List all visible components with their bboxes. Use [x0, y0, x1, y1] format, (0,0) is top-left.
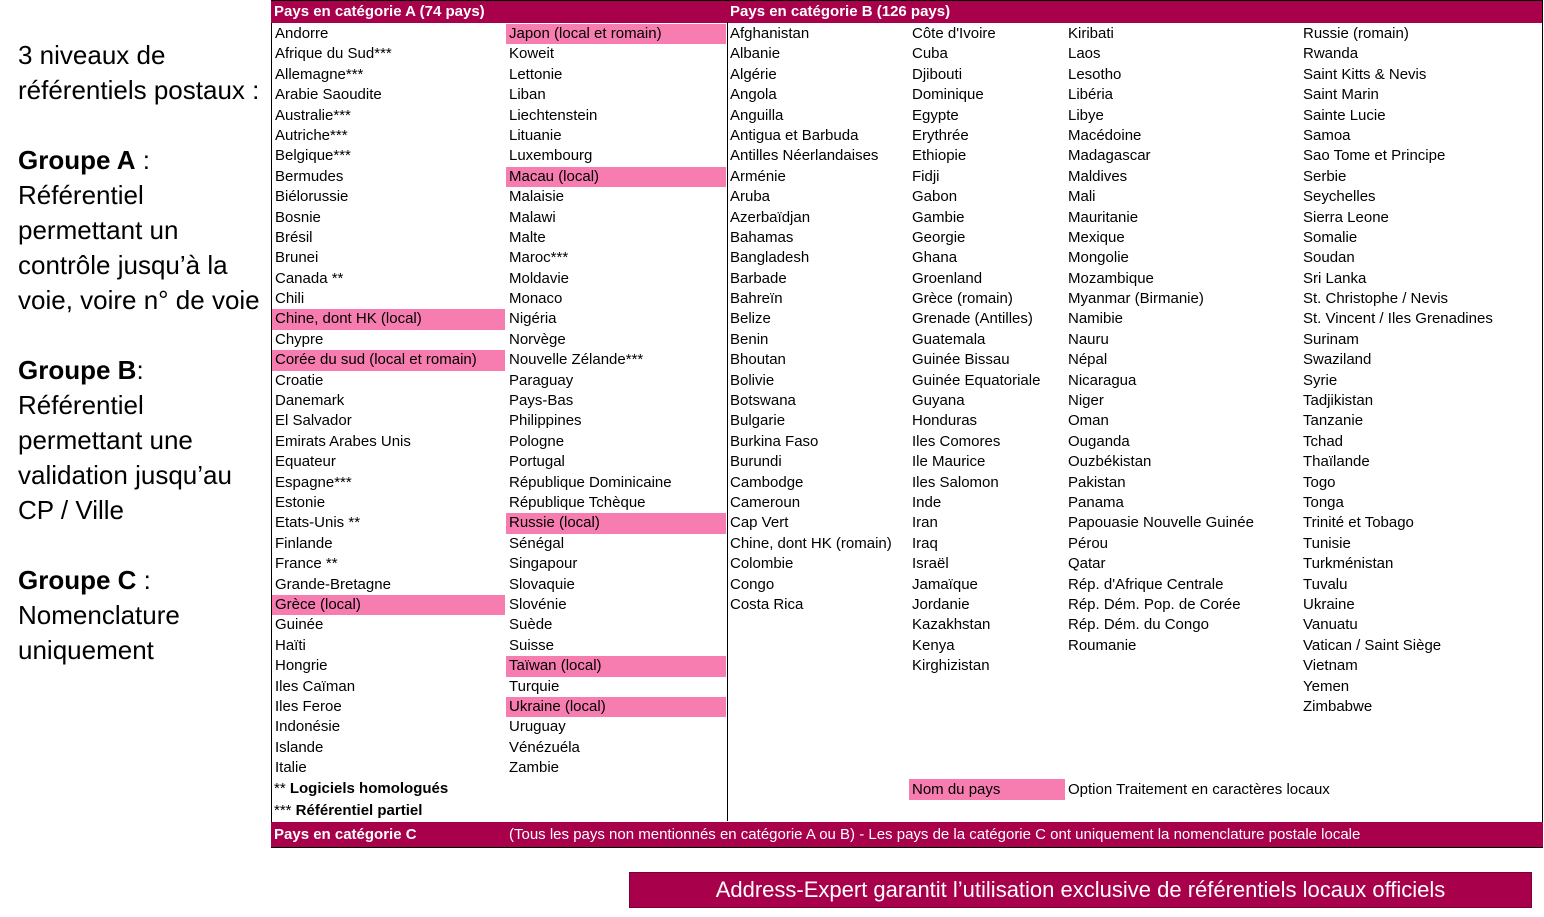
country-cell: Corée du sud (local et romain)	[272, 350, 505, 370]
group-a-sep: :	[135, 145, 150, 175]
group-a-title: Groupe A	[18, 145, 136, 175]
country-cell: Vénézuéla	[509, 738, 580, 756]
country-cell: Macau (local)	[506, 167, 726, 187]
country-cell: Paraguay	[509, 371, 574, 389]
country-cell: Georgie	[912, 228, 966, 246]
country-cell: Portugal	[509, 453, 565, 471]
country-cell: Saint Kitts & Nevis	[1303, 65, 1427, 83]
country-cell: Pays-Bas	[509, 392, 574, 410]
country-cell: Ukraine	[1303, 595, 1355, 613]
country-cell: Mexique	[1068, 228, 1125, 246]
header-category-a: Pays en catégorie A (74 pays)	[271, 1, 727, 23]
country-cell: Ghana	[912, 249, 958, 267]
country-cell: Serbie	[1303, 167, 1347, 185]
country-cell: Iles Feroe	[275, 697, 342, 715]
country-cell: St. Vincent / Iles Grenadines	[1303, 310, 1493, 328]
country-cell: Moldavie	[509, 269, 570, 287]
country-cell: Costa Rica	[730, 595, 804, 613]
country-cell: Tunisie	[1303, 534, 1351, 552]
country-cell: Indonésie	[275, 718, 341, 736]
country-cell: Andorre	[275, 25, 329, 42]
country-cell: Suisse	[509, 636, 555, 654]
country-cell: Lesotho	[1068, 65, 1122, 83]
group-b-title: Groupe B	[18, 355, 137, 385]
country-cell: Suède	[509, 616, 553, 634]
country-cell: Trinité et Tobago	[1303, 514, 1414, 532]
country-cell: Uruguay	[509, 718, 566, 736]
country-cell: République Tchèque	[509, 493, 646, 511]
country-cell: Sao Tome et Principe	[1303, 147, 1446, 165]
country-cell: Cap Vert	[730, 514, 789, 532]
country-cell: Belize	[730, 310, 771, 328]
country-cell: Fidji	[912, 167, 940, 185]
country-cell: Erythrée	[912, 126, 969, 144]
country-cell: Iran	[912, 514, 938, 532]
legend-swatch: Nom du pays	[909, 779, 1065, 800]
country-cell: Afrique du Sud***	[275, 45, 392, 63]
country-cell: Bangladesh	[730, 249, 810, 267]
country-cell: Bahreïn	[730, 290, 783, 308]
country-cell: Rép. d'Afrique Centrale	[1068, 575, 1224, 593]
country-cell: Dominique	[912, 86, 984, 104]
note-homologated-text: Logiciels homologués	[285, 780, 449, 797]
country-cell: Sri Lanka	[1303, 269, 1367, 287]
category-c-desc: (Tous les pays non mentionnés en catégorie A ou B) - Les pays de la catégorie C ont uniquement la nomenclature postale locale	[509, 826, 1361, 843]
country-cell: Turkménistan	[1303, 555, 1394, 573]
country-cell: Pakistan	[1068, 473, 1126, 491]
group-b-desc: Référentiel permettant une validation jusqu’au CP / Ville	[18, 390, 232, 525]
country-cell: Chypre	[275, 330, 324, 348]
country-cell: Italie	[275, 759, 307, 777]
category-c-label: Pays en catégorie C	[274, 826, 417, 843]
country-cell: St. Christophe / Nevis	[1303, 290, 1449, 308]
country-cell: Mongolie	[1068, 249, 1129, 267]
country-cell: Etats-Unis **	[275, 514, 361, 532]
country-cell: Malawi	[509, 208, 556, 226]
country-cell: Islande	[275, 738, 324, 756]
country-cell: Oman	[1068, 412, 1109, 430]
note-partial-text: Référentiel partiel	[291, 802, 423, 819]
country-cell: Sénégal	[509, 534, 565, 552]
country-cell: Bermudes	[275, 167, 344, 185]
country-cell: Côte d'Ivoire	[912, 25, 996, 42]
country-cell: Jamaïque	[912, 575, 978, 593]
country-cell: Libéria	[1068, 86, 1114, 104]
group-c-sep: :	[136, 565, 151, 595]
country-cell: Ukraine (local)	[506, 697, 726, 717]
country-cell: Qatar	[1068, 555, 1106, 573]
country-cell: Nicaragua	[1068, 371, 1137, 389]
country-cell: Tuvalu	[1303, 575, 1348, 593]
country-cell: Albanie	[730, 45, 781, 63]
country-cell: Chine, dont HK (local)	[272, 309, 505, 329]
country-cell: Cambodge	[730, 473, 804, 491]
country-cell: Nauru	[1068, 330, 1109, 348]
country-cell: Iraq	[912, 534, 938, 552]
country-cell: Libye	[1068, 106, 1104, 124]
country-cell: Liban	[509, 86, 546, 104]
country-cell: Haïti	[275, 636, 306, 654]
country-cell: Philippines	[509, 412, 582, 430]
country-cell: Gabon	[912, 188, 958, 206]
country-cell: Inde	[912, 493, 942, 511]
country-cell: Cuba	[912, 45, 948, 63]
country-cell: Koweit	[509, 45, 555, 63]
country-cell: France **	[275, 555, 338, 573]
country-cell: Pologne	[509, 432, 565, 450]
country-cell: Bulgarie	[730, 412, 786, 430]
country-cell: Finlande	[275, 534, 333, 552]
country-cell: Norvège	[509, 330, 566, 348]
country-cell: Myanmar (Birmanie)	[1068, 290, 1204, 308]
country-cell: Antilles Néerlandaises	[730, 147, 879, 165]
country-cell: Soudan	[1303, 249, 1355, 267]
country-cell: Niger	[1068, 392, 1104, 410]
country-cell: Pérou	[1068, 534, 1109, 552]
country-cell: Grèce (romain)	[912, 290, 1013, 308]
note-homologated	[274, 779, 448, 799]
country-cell: Lettonie	[509, 65, 563, 83]
country-cell: Bosnie	[275, 208, 321, 226]
country-cell: Zambie	[509, 759, 560, 777]
group-b-sep: :	[136, 355, 144, 385]
intro-text	[18, 38, 268, 703]
country-cell: Guinée Equatoriale	[912, 371, 1041, 389]
country-cell: Ouganda	[1068, 432, 1130, 450]
country-cell: Thaïlande	[1303, 453, 1370, 471]
country-cell: Burundi	[730, 453, 782, 471]
group-c-title: Groupe C	[18, 565, 137, 595]
country-cell: Rép. Dém. Pop. de Corée	[1068, 595, 1241, 613]
country-cell: Brésil	[275, 228, 313, 246]
country-cell: Danemark	[275, 392, 345, 410]
country-cell: Seychelles	[1303, 188, 1376, 206]
country-cell: Barbade	[730, 269, 787, 287]
country-cell: Guinée	[275, 616, 324, 634]
country-cell: Bhoutan	[730, 351, 786, 369]
country-cell: Mozambique	[1068, 269, 1154, 287]
country-cell: Iles Caïman	[275, 677, 356, 695]
country-cell: Groenland	[912, 269, 983, 287]
country-cell: Afghanistan	[730, 25, 810, 42]
category-a-column-2	[506, 24, 726, 778]
country-cell: Egypte	[912, 106, 959, 124]
country-cell: Togo	[1303, 473, 1336, 491]
country-cell: El Salvador	[275, 412, 352, 430]
country-cell: Benin	[730, 330, 769, 348]
country-cell: Chili	[275, 290, 305, 308]
country-cell: Colombie	[730, 555, 794, 573]
country-cell: Syrie	[1303, 371, 1338, 389]
country-cell: Saint Marin	[1303, 86, 1379, 104]
country-cell: Burkina Faso	[730, 432, 819, 450]
country-cell: Arménie	[730, 167, 786, 185]
country-cell: Somalie	[1303, 228, 1358, 246]
country-cell: Brunei	[275, 249, 319, 267]
country-cell: Maldives	[1068, 167, 1128, 185]
country-cell: Arabie Saoudite	[275, 86, 382, 104]
country-cell: Iles Salomon	[912, 473, 999, 491]
category-b-column-4	[1300, 24, 1540, 717]
group-c-block	[18, 563, 268, 668]
category-b-column-2	[909, 24, 1065, 677]
intro-heading: 3 niveaux de référentiels postaux :	[18, 40, 260, 105]
country-cell: Aruba	[730, 188, 771, 206]
country-cell: Zimbabwe	[1303, 697, 1373, 715]
country-cell: Grande-Bretagne	[275, 575, 391, 593]
country-cell: Népal	[1068, 351, 1108, 369]
country-cell: Roumanie	[1068, 636, 1137, 654]
country-cell: Madagascar	[1068, 147, 1151, 165]
country-cell: Emirats Arabes Unis	[275, 432, 411, 450]
country-cell: Ethiopie	[912, 147, 967, 165]
note-partial-prefix: ***	[274, 802, 292, 819]
country-cell: Kiribati	[1068, 25, 1114, 42]
category-c-bar	[271, 822, 1543, 847]
country-cell: Canada **	[275, 269, 344, 287]
country-cell: Azerbaïdjan	[730, 208, 811, 226]
country-cell: Vatican / Saint Siège	[1303, 636, 1442, 654]
country-cell: Laos	[1068, 45, 1101, 63]
country-cell: Luxembourg	[509, 147, 593, 165]
country-cell: Estonie	[275, 493, 326, 511]
country-cell: Sainte Lucie	[1303, 106, 1386, 124]
country-cell: Panama	[1068, 493, 1124, 511]
country-cell: Rép. Dém. du Congo	[1068, 616, 1209, 634]
country-cell: Japon (local et romain)	[506, 24, 726, 44]
country-cell: Equateur	[275, 453, 336, 471]
country-cell: Vanuatu	[1303, 616, 1358, 634]
country-cell: Iles Comores	[912, 432, 1001, 450]
country-cell: Sierra Leone	[1303, 208, 1389, 226]
country-cell: Angola	[730, 86, 777, 104]
country-cell: Guatemala	[912, 330, 986, 348]
country-cell: Samoa	[1303, 126, 1351, 144]
country-cell: Tchad	[1303, 432, 1344, 450]
country-cell: Honduras	[912, 412, 978, 430]
country-cell: Ouzbékistan	[1068, 453, 1152, 471]
group-a-desc: Référentiel permettant un contrôle jusqu’à la voie, voire n° de voie	[18, 180, 260, 315]
country-cell: Guyana	[912, 392, 965, 410]
country-cell: Tonga	[1303, 493, 1344, 511]
country-cell: Bahamas	[730, 228, 794, 246]
country-cell: Russie (local)	[506, 513, 726, 533]
country-cell: Belgique***	[275, 147, 351, 165]
country-cell: Macédoine	[1068, 126, 1142, 144]
category-b-column-3	[1065, 24, 1300, 656]
country-cell: Mali	[1068, 188, 1096, 206]
country-cell: Chine, dont HK (romain)	[730, 534, 892, 552]
country-cell: Anguilla	[730, 106, 784, 124]
country-cell: Papouasie Nouvelle Guinée	[1068, 514, 1254, 532]
group-a-block	[18, 143, 268, 318]
country-cell: Nigéria	[509, 310, 557, 328]
country-cell: Ile Maurice	[912, 453, 986, 471]
country-cell: Nouvelle Zélande***	[509, 351, 644, 369]
country-cell: Guinée Bissau	[912, 351, 1010, 369]
category-a-column-1	[272, 24, 505, 778]
country-cell: Rwanda	[1303, 45, 1359, 63]
country-cell: Malaisie	[509, 188, 565, 206]
country-cell: Israël	[912, 555, 949, 573]
country-cell: Slovénie	[509, 595, 567, 613]
country-cell: Vietnam	[1303, 657, 1358, 675]
country-cell: Biélorussie	[275, 188, 349, 206]
country-cell: Kirghizistan	[912, 657, 990, 675]
country-cell: Maroc***	[509, 249, 569, 267]
note-partial	[274, 801, 422, 821]
country-cell: Swaziland	[1303, 351, 1372, 369]
country-cell: Bolivie	[730, 371, 775, 389]
country-cell: Congo	[730, 575, 775, 593]
country-cell: Tanzanie	[1303, 412, 1364, 430]
country-cell: Gambie	[912, 208, 965, 226]
country-cell: Croatie	[275, 371, 324, 389]
country-cell: Liechtenstein	[509, 106, 598, 124]
country-cell: Monaco	[509, 290, 563, 308]
country-cell: Botswana	[730, 392, 796, 410]
legend-text: Option Traitement en caractères locaux	[1068, 781, 1330, 798]
guarantee-banner: Address-Expert garantit l’utilisation exclusive de référentiels locaux officiels	[629, 872, 1532, 908]
country-cell: Turquie	[509, 677, 560, 695]
country-cell: Kazakhstan	[912, 616, 991, 634]
country-cell: Cameroun	[730, 493, 801, 511]
country-cell: Malte	[509, 228, 546, 246]
country-cell: Djibouti	[912, 65, 963, 83]
country-cell: Autriche***	[275, 126, 348, 144]
country-cell: Grèce (local)	[272, 595, 505, 615]
country-cell: Slovaquie	[509, 575, 575, 593]
country-cell: Yemen	[1303, 677, 1350, 695]
country-cell: Kenya	[912, 636, 955, 654]
country-cell: Espagne***	[275, 473, 352, 491]
country-cell: Allemagne***	[275, 65, 364, 83]
country-cell: Namibie	[1068, 310, 1124, 328]
country-cell: Mauritanie	[1068, 208, 1139, 226]
group-b-block	[18, 353, 268, 528]
country-cell: Hongrie	[275, 657, 328, 675]
note-homologated-prefix: **	[274, 780, 286, 797]
country-cell: Jordanie	[912, 595, 970, 613]
country-cell: Surinam	[1303, 330, 1359, 348]
header-category-b: Pays en catégorie B (126 pays)	[727, 1, 1542, 23]
country-cell: Tadjikistan	[1303, 392, 1374, 410]
country-cell: Algérie	[730, 65, 777, 83]
country-cell: Grenade (Antilles)	[912, 310, 1033, 328]
country-cell: Taïwan (local)	[506, 656, 726, 676]
country-cell: Antigua et Barbuda	[730, 126, 859, 144]
country-cell: Australie***	[275, 106, 351, 124]
country-cell: République Dominicaine	[509, 473, 672, 491]
country-cell: Singapour	[509, 555, 578, 573]
group-c-desc: Nomenclature uniquement	[18, 600, 180, 665]
country-cell: Russie (romain)	[1303, 25, 1409, 42]
category-b-column-1	[727, 24, 907, 615]
country-cell: Lituanie	[509, 126, 562, 144]
